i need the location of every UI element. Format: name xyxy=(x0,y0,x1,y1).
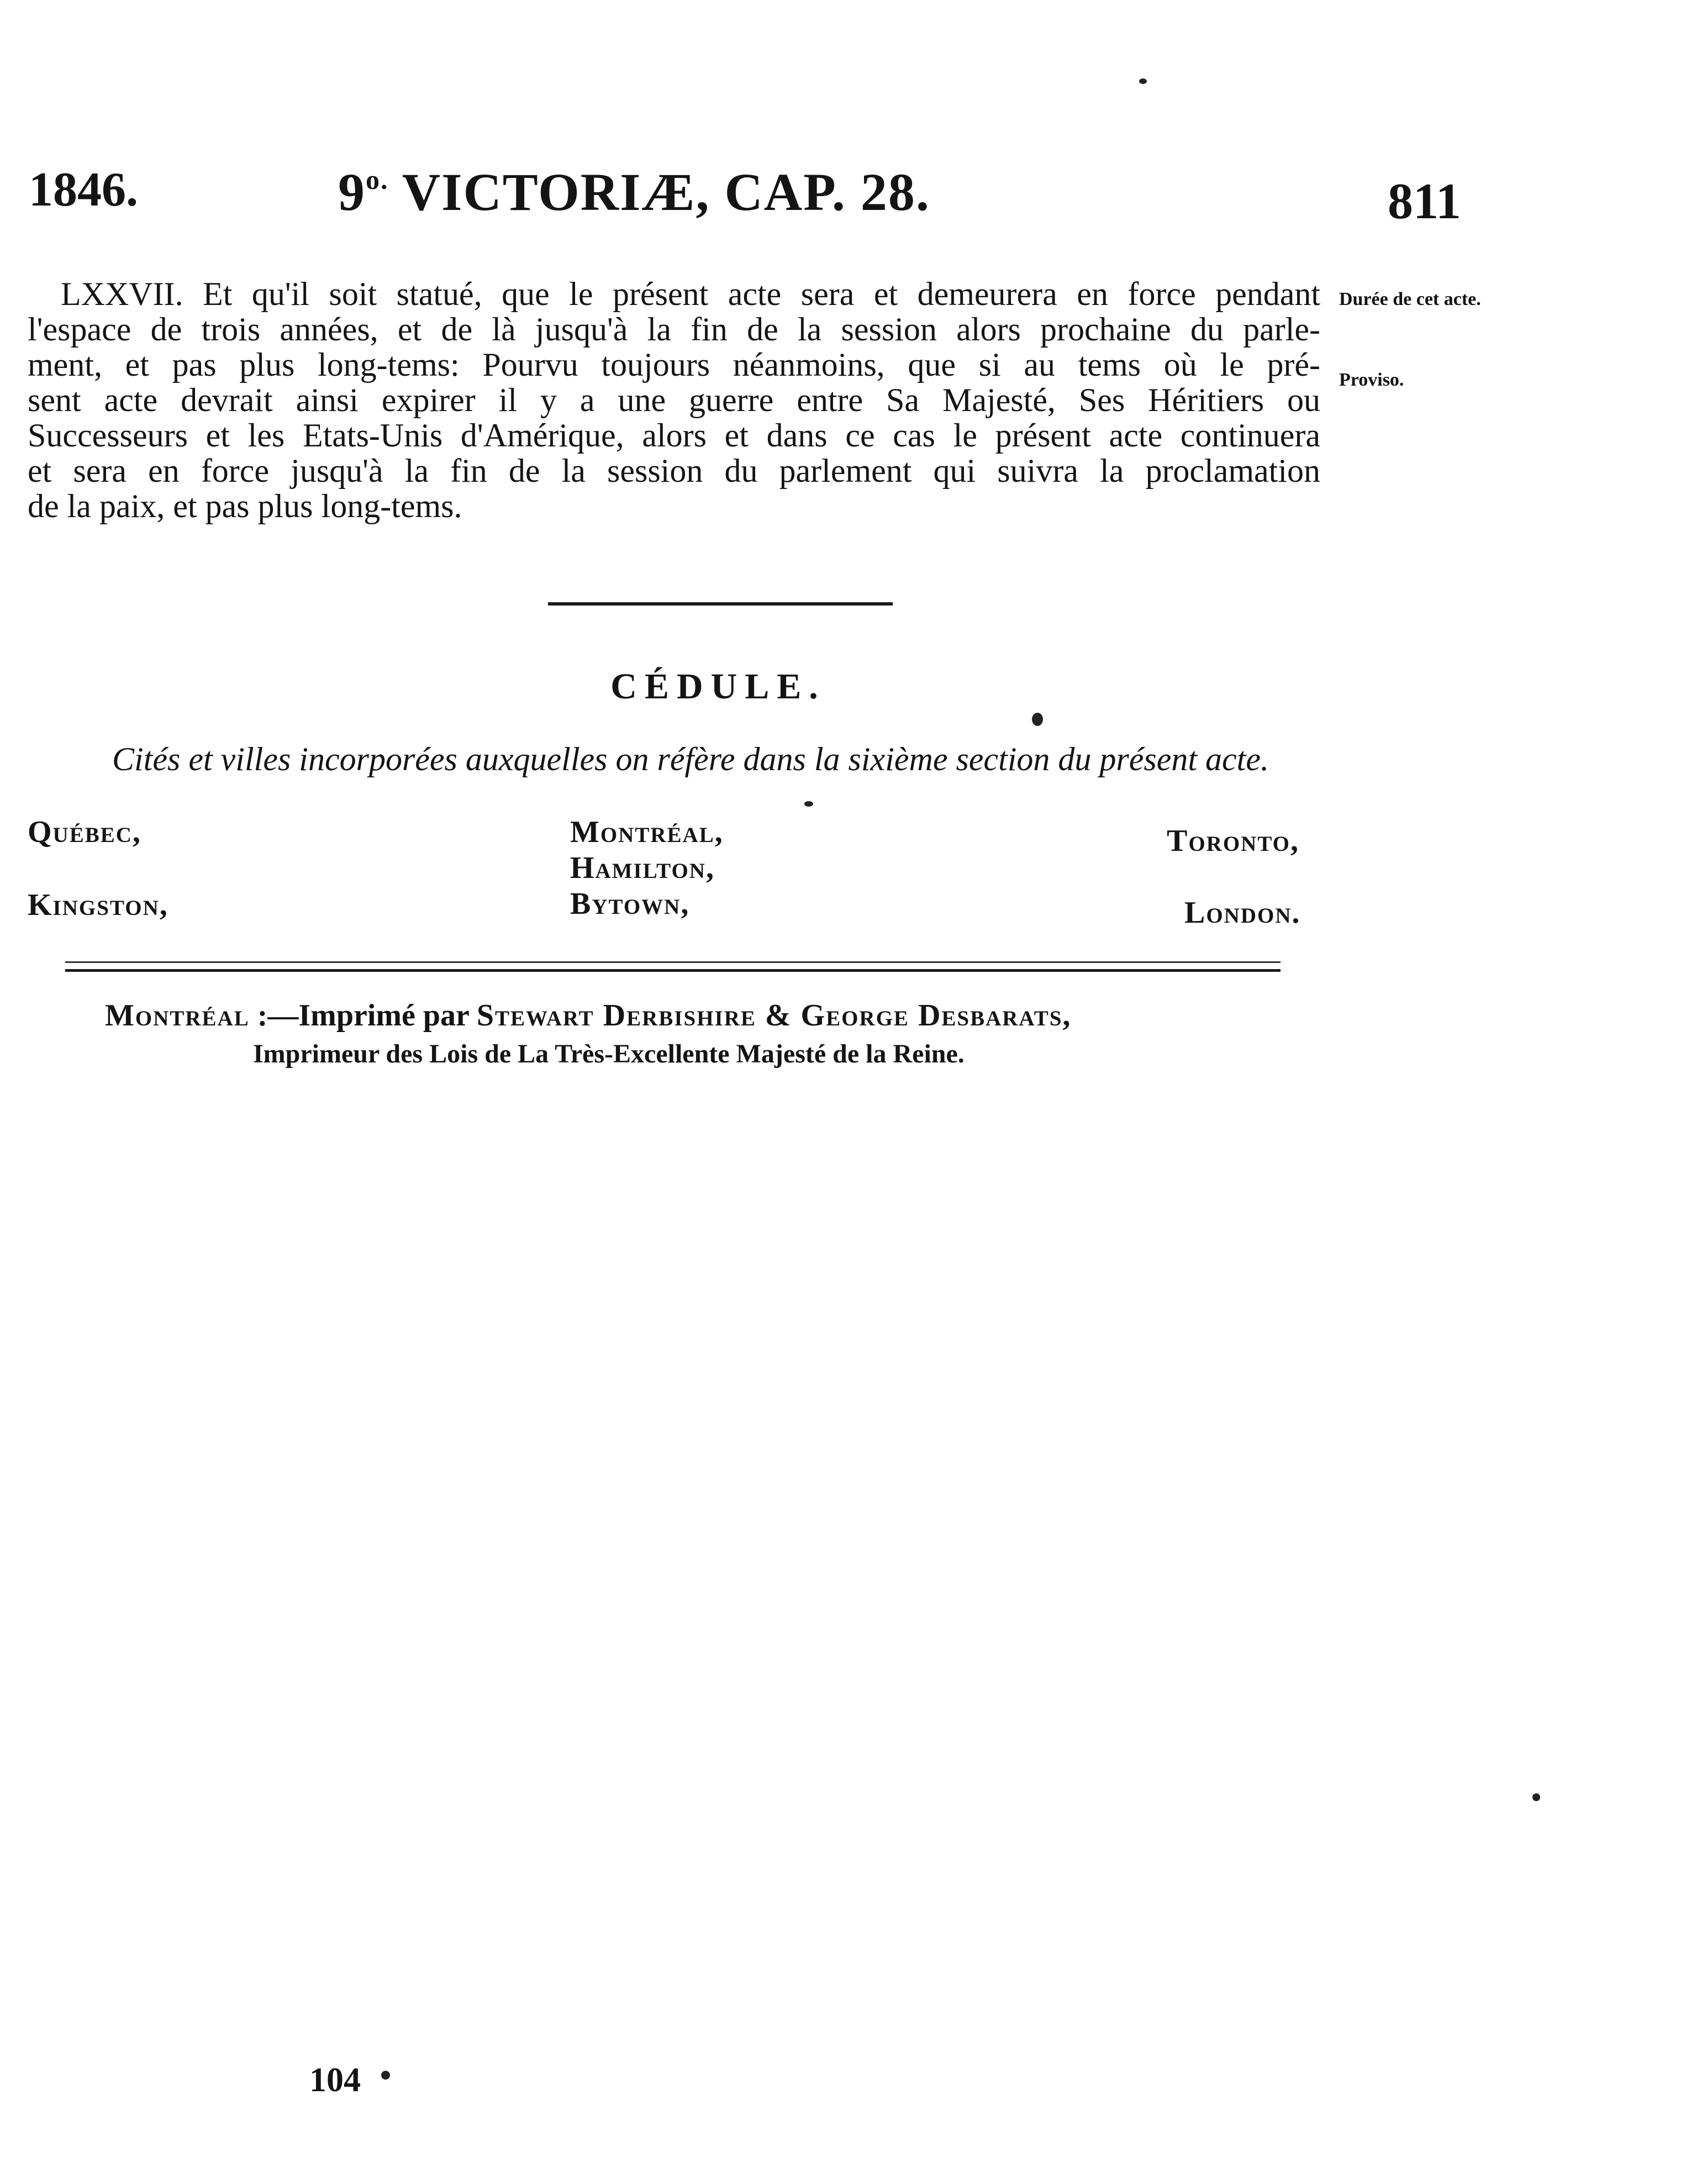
section-divider-rule xyxy=(548,602,893,606)
paragraph-line-5: Successeurs et les Etats-Unis d'Amérique, alors et dans ce cas le présent acte continuera xyxy=(28,417,1320,454)
paragraph-line-3: ment, et pas plus long-tems: Pourvu toujours néanmoins, que si au tems où le pré- xyxy=(28,346,1320,383)
imprint-rule-thin xyxy=(65,961,1281,963)
city-toronto: Toronto, xyxy=(1167,824,1299,858)
imprint-line-2: Imprimeur des Lois de La Très-Excellente Majesté de la Reine. xyxy=(253,1039,965,1069)
imprint-printed-by: :—Imprimé par xyxy=(249,998,477,1033)
schedule-subtitle: Cités et villes incorporées auxquelles on réfère dans la sixième section du présent acte. xyxy=(112,741,1269,777)
section-paragraph xyxy=(28,276,1320,524)
city-bytown: Bytown, xyxy=(570,887,690,921)
running-head-year: 1846. xyxy=(29,163,138,217)
section-number: LXXVII. xyxy=(61,276,183,312)
imprint-rule-thick xyxy=(65,969,1281,972)
title-statute: VICTORIÆ, CAP. 28. xyxy=(402,162,930,222)
city-kingston: Kingston, xyxy=(28,888,168,922)
paragraph-line-7: de la paix, et pas plus long-tems. xyxy=(28,488,462,524)
title-ordinal-mark: o. xyxy=(366,164,389,195)
imprint-printers: Stewart Derbishire & George Desbarats, xyxy=(476,998,1072,1033)
scan-speck xyxy=(1532,1793,1540,1801)
margin-note-proviso: Proviso. xyxy=(1339,370,1404,390)
imprint-place: Montréal xyxy=(105,998,250,1033)
city-london: London. xyxy=(1184,896,1301,930)
title-regnal-number: 9 xyxy=(338,162,366,222)
running-head-title xyxy=(338,162,930,222)
scan-speck xyxy=(381,2071,390,2080)
signature-mark: 104 xyxy=(309,2061,361,2099)
city-hamilton: Hamilton, xyxy=(570,851,715,885)
city-quebec: Québec, xyxy=(28,815,141,849)
scan-speck xyxy=(1139,78,1147,84)
city-montreal: Montréal, xyxy=(570,815,724,849)
scan-speck xyxy=(804,801,813,807)
paragraph-line-1 xyxy=(28,276,1320,312)
schedule-title: CÉDULE. xyxy=(610,666,826,707)
scan-speck xyxy=(1032,713,1043,726)
paragraph-line-1-text: Et qu'il soit statué, que le présent acte sera et demeurera en force pendant xyxy=(203,276,1321,312)
margin-note-duration: Durée de cet acte. xyxy=(1339,289,1481,309)
paragraph-line-6: et sera en force jusqu'à la fin de la session du parlement qui suivra la proclamation xyxy=(28,452,1320,489)
imprint-line-1 xyxy=(105,998,1071,1033)
paragraph-line-4: sent acte devrait ainsi expirer il y a une guerre entre Sa Majesté, Ses Héritiers ou xyxy=(28,382,1320,418)
page-number: 811 xyxy=(1388,173,1461,229)
paragraph-line-2: l'espace de trois années, et de là jusqu'à la fin de la session alors prochaine du parle- xyxy=(28,311,1320,348)
